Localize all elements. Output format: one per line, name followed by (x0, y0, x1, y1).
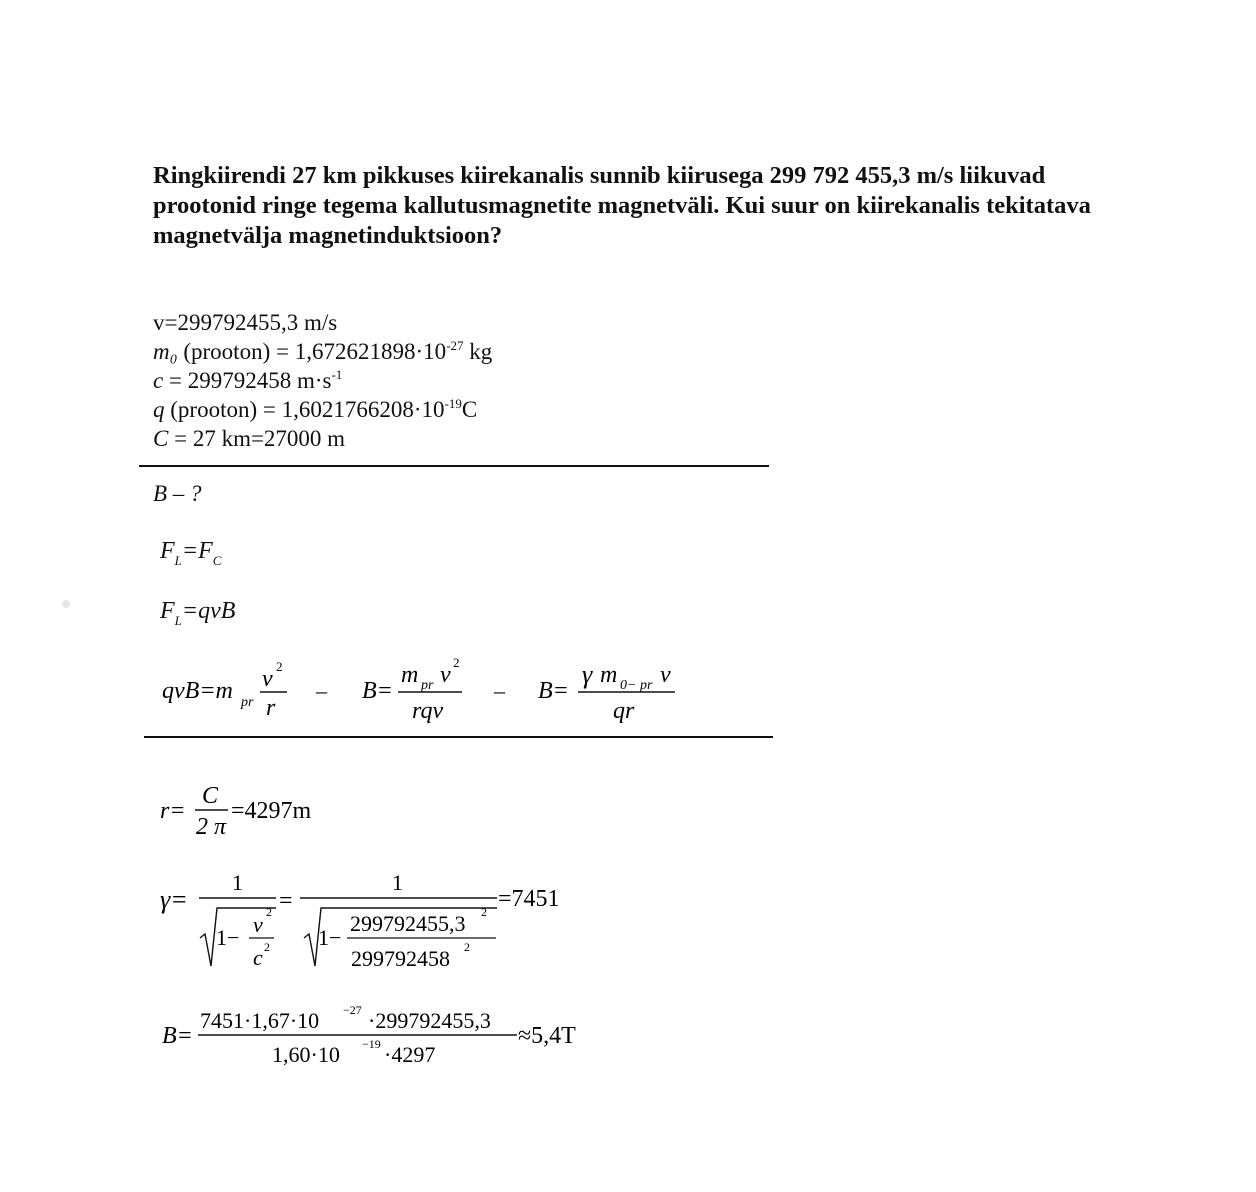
c-exponent: -1 (331, 367, 343, 382)
svg-text:=4297m: =4297m (231, 798, 312, 824)
svg-text:C: C (202, 783, 219, 809)
svg-text:v: v (440, 662, 451, 688)
svg-text:−19: −19 (362, 1037, 381, 1051)
svg-text:m: m (401, 662, 419, 688)
svg-text:pr: pr (241, 695, 254, 710)
eq-lorentz-force: $F_L=qvB$ (160, 598, 236, 628)
svg-text:≈5,4T: ≈5,4T (518, 1023, 576, 1049)
svg-text:c: c (253, 945, 263, 970)
svg-text:r: r (266, 695, 276, 721)
svg-text:rqv: rqv (412, 698, 444, 724)
svg-text:v: v (253, 912, 263, 937)
svg-text:1: 1 (232, 870, 243, 895)
scan-speck (62, 600, 70, 608)
svg-text:B=: B= (162, 1023, 193, 1049)
arrow-dash-1: – (316, 678, 327, 703)
svg-text:qvB=m: qvB=m (162, 678, 233, 704)
svg-text:299792455,3: 299792455,3 (350, 911, 466, 936)
svg-text:=: = (279, 888, 293, 914)
mass-value: (prooton) = 1,672621898·10 (177, 339, 447, 364)
svg-text:2: 2 (264, 940, 270, 954)
calc-radius (160, 783, 312, 840)
svg-text:2: 2 (266, 905, 272, 919)
svg-text:v: v (262, 666, 273, 692)
q-exponent: -19 (444, 396, 462, 411)
svg-text:·4297: ·4297 (384, 1042, 436, 1067)
problem-statement: Ringkiirendi 27 km pikkuses kiirekanalis sunnib kiirusega 299 792 455,3 m/s liikuvad prootonid ringe tegema kallutusmagnetite magnetväli. Kui suur on kiirekanalis tekitatava magnetvälja magnetinduktsioon? (153, 162, 1091, 249)
q-unit: C (461, 397, 478, 422)
svg-text:qr: qr (613, 698, 635, 724)
svg-text:r=: r= (160, 798, 186, 824)
arrow-dash-2: – (494, 678, 505, 703)
svg-text:2: 2 (481, 905, 487, 919)
mass-unit: kg (463, 339, 493, 364)
mass-exponent: -27 (446, 338, 464, 353)
svg-text:m: m (600, 662, 618, 688)
svg-text:·299792455,3: ·299792455,3 (368, 1008, 491, 1033)
svg-text:299792458: 299792458 (351, 946, 450, 971)
svg-text:0− pr: 0− pr (620, 678, 653, 693)
C-symbol: C (153, 426, 169, 451)
eq-b-relativistic (538, 660, 675, 724)
mass-symbol: m₀ (153, 339, 178, 364)
c-value: = 299792458 m·s (163, 368, 332, 393)
svg-text:1−: 1− (216, 925, 240, 950)
svg-text:γ: γ (582, 660, 593, 689)
svg-text:v: v (660, 662, 671, 688)
svg-text:1,60·10: 1,60·10 (272, 1042, 340, 1067)
unknown-quantity: B – ? (153, 481, 202, 506)
given-velocity: v=299792455,3 m/s (153, 310, 338, 335)
q-symbol: q (153, 397, 165, 422)
svg-text:1−: 1− (318, 925, 342, 950)
svg-text:pr: pr (421, 678, 434, 693)
C-value: = 27 km=27000 m (168, 426, 346, 451)
svg-text:B=: B= (538, 678, 569, 704)
svg-text:2: 2 (276, 659, 283, 674)
svg-text:γ=: γ= (160, 885, 188, 914)
q-value: (prooton) = 1,6021766208·10 (164, 397, 445, 422)
eq-centripetal (162, 659, 287, 721)
eq-force-balance: $F_L=F_C$ (160, 538, 222, 568)
svg-text:2: 2 (464, 940, 470, 954)
svg-text:−27: −27 (343, 1003, 362, 1017)
svg-text:2 π: 2 π (196, 814, 227, 840)
calc-gamma (160, 870, 560, 971)
svg-text:7451·1,67·10: 7451·1,67·10 (200, 1008, 320, 1033)
svg-text:2: 2 (453, 655, 460, 670)
calc-magnetic-induction (162, 1003, 576, 1067)
c-symbol: c (153, 368, 164, 393)
svg-text:1: 1 (392, 870, 403, 895)
eq-b-expression (362, 655, 462, 724)
svg-text:B=: B= (362, 678, 393, 704)
svg-text:=7451: =7451 (498, 886, 560, 912)
